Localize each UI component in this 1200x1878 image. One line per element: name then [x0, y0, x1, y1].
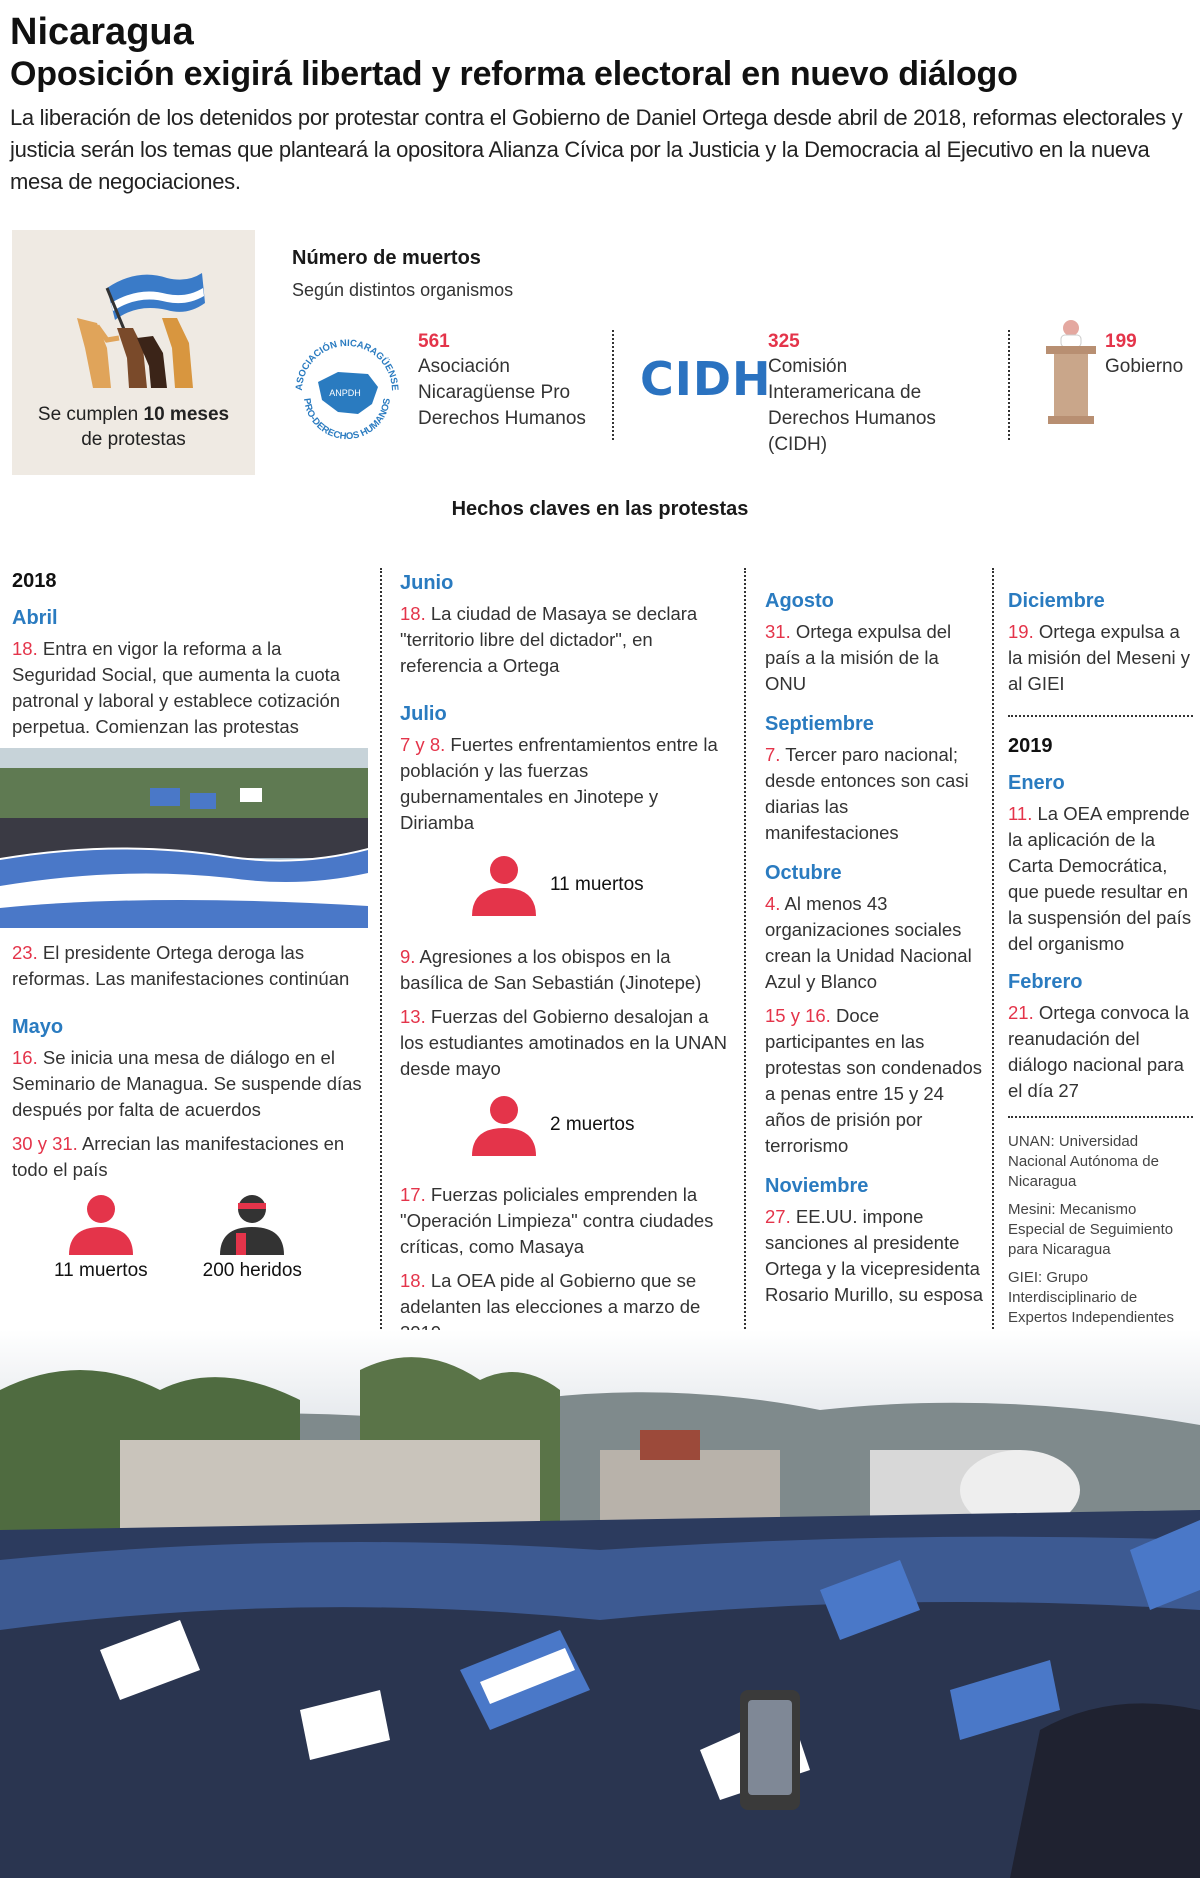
timeline-event: 30 y 31. Arrecian las manifestaciones en todo el país: [12, 1133, 345, 1180]
timeline-event: 23. El presidente Ortega deroga las reformas. Las manifestaciones continúan: [12, 942, 350, 989]
deaths-stat: 2 muertos: [468, 1094, 735, 1156]
month-label: Diciembre: [1008, 590, 1105, 612]
svg-text:PRO-DERECHOS HUMANOS: PRO-DERECHOS HUMANOS: [300, 397, 394, 443]
timeline-event: 15 y 16. Doce participantes en las protestas son condenados a penas entre 15 y 24 años de prisión por terrorismo: [765, 1005, 983, 1156]
timeline-event: 13. Fuerzas del Gobierno desalojan a los estudiantes amotinados en la UNAN desde mayo: [400, 1006, 728, 1079]
timeline-event: 19. Ortega expulsa a la misión del Meseni y al GIEI: [1008, 621, 1190, 694]
org-count: 561: [418, 331, 450, 352]
protest-crowd-photo: [0, 1330, 1200, 1878]
timeline-col-3: [765, 590, 985, 1316]
headline: Oposición exigirá libertad y reforma electoral en nuevo diálogo: [10, 55, 1018, 93]
month-label: Septiembre: [765, 713, 874, 735]
column-divider: [380, 568, 382, 1333]
person-red-icon: [468, 1094, 540, 1156]
year-label: 2019: [1008, 735, 1053, 757]
protest-photo-small: [0, 748, 368, 928]
abbreviation: Mesini: Mecanismo Especial de Seguimiento para Nicaragua: [1008, 1201, 1174, 1258]
org-gobierno: [1105, 330, 1183, 380]
org-count: 325: [768, 331, 800, 352]
injured-stat: 200 heridos: [203, 1193, 302, 1282]
org-cidh: [768, 330, 973, 458]
divider: [1008, 330, 1010, 440]
org-anpdh: [418, 330, 588, 432]
timeline-col-4: [1008, 590, 1193, 1384]
deaths-stat: 11 muertos: [54, 1193, 148, 1282]
timeline-event: 16. Se inicia una mesa de diálogo en el Seminario de Managua. Se suspende días después por falta de acuerdos: [12, 1047, 362, 1120]
timeline-event: 18. Entra en vigor la reforma a la Seguridad Social, que aumenta la cuota patronal y laboral y establece cotización perpetua. Comienzan las protestas: [12, 638, 341, 737]
timeline-event: 7 y 8. Fuertes enfrentamientos entre la población y las fuerzas gubernamentales en Jinotepe y Diriamba: [400, 734, 718, 833]
lead-paragraph: La liberación de los detenidos por protestar contra el Gobierno de Daniel Ortega desde abril de 2018, reformas electorales y justicia serán los temas que planteará la opositora Alianza Cívica por la Justicia y la Democracia al Ejecutivo en la nueva mesa de negociaciones.: [10, 105, 1183, 194]
podium-icon: [1042, 318, 1100, 431]
raised-hands-flag-icon: [67, 248, 207, 398]
divider: [1008, 715, 1193, 717]
cidh-logo: [640, 352, 772, 406]
month-label: Octubre: [765, 862, 842, 884]
org-name: Gobierno: [1105, 356, 1184, 377]
timeline-event: 4. Al menos 43 organizaciones sociales crean la Unidad Nacional Azul y Blanco: [765, 893, 972, 992]
timeline-event: 18. La ciudad de Masaya se declara "territorio libre del dictador", en referencia a Ortega: [400, 603, 698, 676]
timeline-event: 9. Agresiones a los obispos en la basílica de San Sebastián (Jinotepe): [400, 946, 702, 993]
deaths-subtitle: Según distintos organismos: [292, 280, 514, 300]
month-label: Julio: [400, 703, 447, 725]
timeline-event: 11. La OEA emprende la aplicación de la Carta Democrática, que puede resultar en la suspensión del país del organismo: [1008, 803, 1192, 954]
month-label: Junio: [400, 572, 454, 594]
org-name: Comisión Interamericana de Derechos Humanos (CIDH): [768, 356, 936, 455]
column-divider: [992, 568, 994, 1333]
month-label: Agosto: [765, 590, 834, 612]
deaths-title: Número de muertos: [292, 247, 481, 269]
person-red-icon: [468, 854, 540, 916]
intro-text: Se cumplen 10 meses de protestas: [37, 404, 230, 450]
divider: [1008, 1116, 1193, 1118]
org-count: 199: [1105, 331, 1137, 352]
key-facts-title: Hechos claves en las protestas: [451, 498, 749, 520]
svg-text:ASOCIACIÓN NICARAGÜENSE: ASOCIACIÓN NICARAGÜENSE: [293, 337, 401, 392]
abbreviation: GIEI: Grupo Interdisciplinario de Expertos Independientes: [1008, 1269, 1174, 1326]
column-divider: [744, 568, 746, 1333]
timeline-event: 21. Ortega convoca la reanudación del diálogo nacional para el día 27: [1008, 1002, 1189, 1101]
month-label: Enero: [1008, 772, 1065, 794]
country-title: Nicaragua: [10, 11, 194, 53]
divider: [612, 330, 614, 440]
timeline-event: 17. Fuerzas policiales emprenden la "Operación Limpieza" contra ciudades críticas, como Masaya: [400, 1184, 714, 1257]
header: [10, 10, 1195, 198]
person-red-icon: [65, 1193, 137, 1255]
deaths-stat: 11 muertos: [468, 854, 735, 916]
timeline-event: 18. La OEA pide al Gobierno que se adelanten las elecciones a marzo de: [400, 1270, 701, 1317]
timeline-event: 27. EE.UU. impone sanciones al presidente Ortega y la vicepresidenta Rosario Murillo, su esposa: [765, 1206, 983, 1305]
year-label: 2018: [12, 570, 57, 592]
timeline-event: 7. Tercer paro nacional; desde entonces son casi diarias las manifestaciones: [765, 744, 969, 843]
anpdh-logo: [288, 332, 406, 455]
abbreviation: UNAN: Universidad Nacional Autónoma de Nicaragua: [1008, 1133, 1159, 1190]
intro-box: [12, 230, 255, 475]
month-label: Febrero: [1008, 971, 1083, 993]
month-label: Noviembre: [765, 1175, 869, 1197]
anpdh-seal-icon: [288, 332, 406, 450]
timeline-event: 31. Ortega expulsa del país a la misión de la ONU: [765, 621, 952, 694]
timeline-col-1: [12, 570, 367, 1282]
cidh-logo-text: CIDH: [640, 352, 772, 406]
month-label: Mayo: [12, 1016, 64, 1038]
month-label: Abril: [12, 607, 58, 629]
injured-person-icon: [216, 1193, 288, 1255]
svg-text:ANPDH: ANPDH: [329, 388, 361, 398]
timeline-col-2: [400, 572, 735, 1354]
org-name: Asociación Nicaragüense Pro Derechos Humanos: [418, 356, 586, 429]
